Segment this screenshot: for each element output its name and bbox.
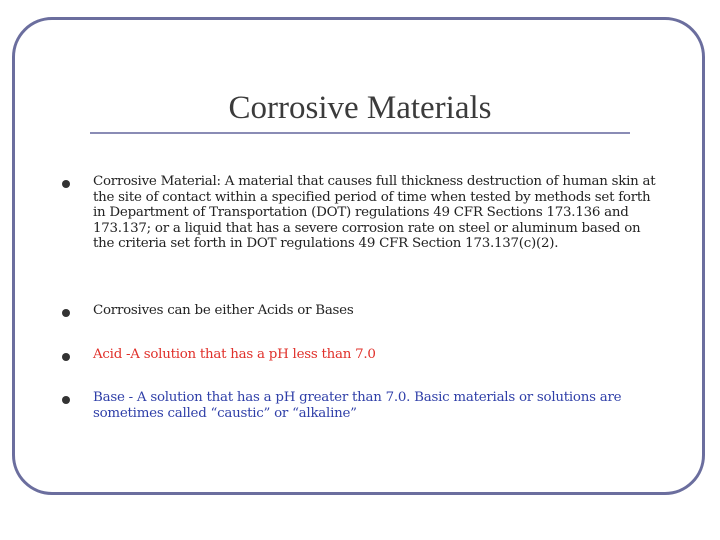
slide-title: Corrosive Materials (228, 90, 492, 126)
bullet-dot-icon (62, 180, 70, 188)
bullet-dot-icon (62, 396, 70, 404)
title-divider (90, 132, 630, 134)
bullet-dot-icon (62, 309, 70, 317)
bullet-dot-icon (62, 353, 70, 361)
bullet-text: Acid -A solution that has a pH less than 7.0 (93, 347, 376, 362)
bullet-text: Corrosives can be either Acids or Bases (93, 303, 354, 318)
bullet-text: Corrosive Material: A material that causes full thickness destruction of human skin at the site of contact within a specified period of time when tested by methods set forth in Department of Transportation (DOT) regulations 49 CFR Sections 173.136 and 173.137; or a liquid that has a severe corrosion rate on steel or aluminum based on the criteria set forth in DOT regulations 49 CFR Section 173.137(c)(2). (93, 174, 656, 252)
bullet-text: Base - A solution that has a pH greater than 7.0. Basic materials or solutions are sometimes called “caustic” or “alkaline” (93, 390, 622, 421)
